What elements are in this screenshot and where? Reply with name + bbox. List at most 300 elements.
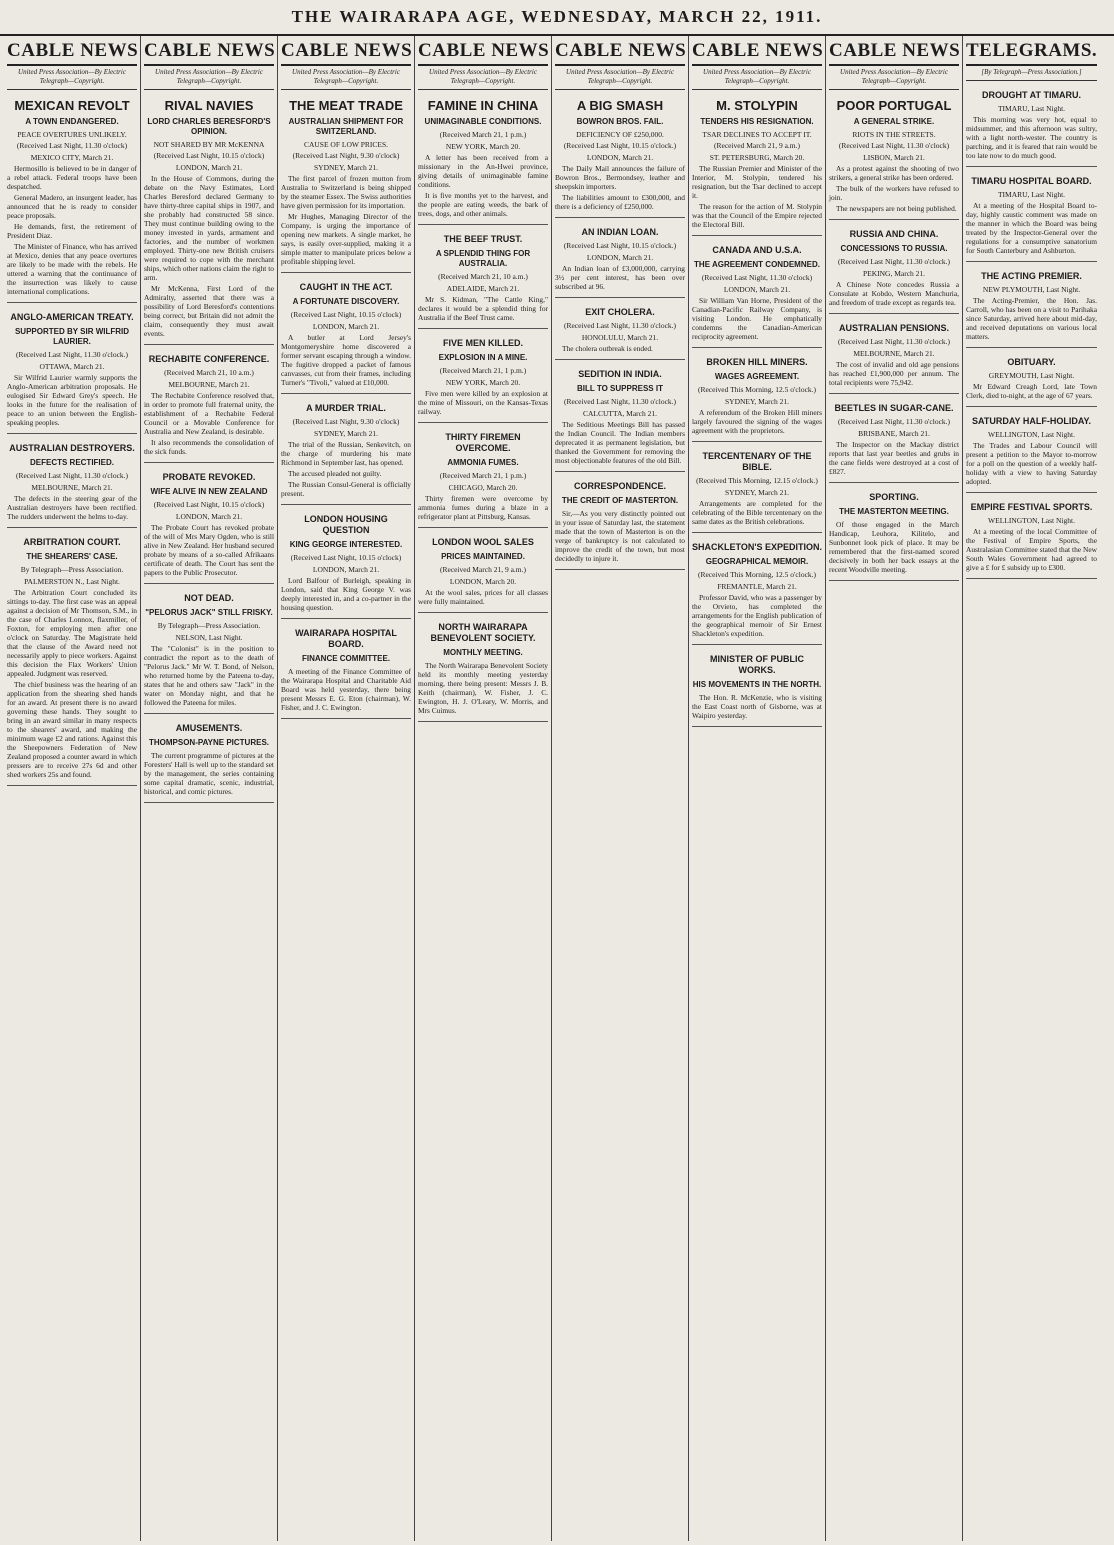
story-body (829, 520, 959, 574)
story-body (966, 382, 1097, 400)
story-body (966, 527, 1097, 572)
story-paragraph: As a protest against the shooting of two strikers, a general strike has been ordered. (829, 164, 959, 182)
story-paragraph: The bulk of the workers have refused to join. (829, 184, 959, 202)
story-received-line: (Received This Morning, 12.5 o'clock.) (697, 385, 817, 394)
story-dateline: LONDON, March 21. (723, 285, 791, 294)
story-body (692, 693, 822, 720)
story-paragraph: At the wool sales, prices for all classes were fully maintained. (418, 588, 548, 606)
story-body (555, 164, 685, 211)
story-dateline: GREYMOUTH, Last Night. (988, 371, 1075, 380)
story-deck: RIOTS IN THE STREETS. (852, 130, 936, 139)
story-received-line: (Received Last Night, 11.30 o'clock) (16, 141, 128, 150)
story-body (555, 420, 685, 465)
story-subheadline: EXPLOSION IN A MINE. (438, 353, 528, 362)
story-paragraph: The accused pleaded not guilty. (288, 469, 382, 478)
story-paragraph: Sir William Van Horne, President of the Canadian-Pacific Railway Company, is visiting London. He emphatically condemns the Canadian-American reciprocity agreement. (692, 296, 822, 341)
story-paragraph: A letter has been received from a missionary in the An-Hwei province, giving details of unimaginable famine conditions. (418, 153, 548, 189)
story-dateline: OTTAWA, March 21. (39, 362, 105, 371)
story-subheadline: A SPLENDID THING FOR AUSTRALIA. (435, 249, 531, 268)
column-banner-subtitle: United Press Association—By Electric Telegraph—Copyright. (829, 66, 959, 90)
story-subheadline: AMMONIA FUMES. (447, 458, 519, 467)
story-body (418, 588, 548, 606)
story-received-line: (Received This Morning, 12.15 o'clock.) (696, 476, 818, 485)
story-headline: PROBATE REVOKED. (162, 472, 256, 482)
story-received-line: (Received Last Night, 11.30 o'clock.) (15, 471, 129, 480)
story-subheadline: A TOWN ENDANGERED. (25, 117, 119, 126)
story-subheadline: THE SHEARERS' CASE. (26, 552, 118, 561)
column-1 (4, 36, 141, 1541)
column-banner-subtitle: United Press Association—By Electric Telegraph—Copyright. (281, 66, 411, 90)
story-headline: LONDON HOUSING QUESTION (304, 514, 388, 535)
story-headline: ANGLO-AMERICAN TREATY. (10, 312, 134, 322)
column-3 (278, 36, 415, 1541)
story-paragraph: Arrangements are completed for the celebrating of the Bible tercentenary on the same dates as the British celebrations. (692, 499, 822, 526)
story-body (829, 440, 959, 476)
story-headline: A MURDER TRIAL. (306, 403, 386, 413)
story-body (281, 440, 411, 498)
story-dateline: NELSON, Last Night. (175, 633, 243, 642)
news-story (144, 90, 274, 345)
news-story (281, 619, 411, 719)
story-dateline: ADELAIDE, March 21. (446, 284, 520, 293)
story-body (7, 494, 137, 521)
story-paragraph: The Daily Mail announces the failure of Bowron Bros., Bermondsey, leather and sheepskin importers. (555, 164, 685, 191)
story-received-line: (Received Last Night, 11.30 o'clock.) (837, 337, 951, 346)
story-received-line: (Received Last Night, 10.15 o'clock) (153, 500, 265, 509)
column-banner: CABLE NEWS (692, 36, 822, 66)
story-headline: SPORTING. (869, 492, 919, 502)
story-received-line: (Received Last Night, 10.15 o'clock) (290, 553, 402, 562)
story-headline: M. STOLYPIN (716, 98, 798, 113)
story-headline: A BIG SMASH (576, 98, 664, 113)
story-headline: TIMARU HOSPITAL BOARD. (971, 176, 1092, 186)
story-headline: POOR PORTUGAL (836, 98, 952, 113)
story-received-line: (Received March 21, 1 p.m.) (439, 130, 527, 139)
story-paragraph: A referendum of the Broken Hill miners largely favoured the signing of the wages agreement with the proprietors. (692, 408, 822, 435)
story-received-line: (Received Last Night, 10.15 o'clock.) (563, 241, 677, 250)
story-headline: AUSTRALIAN DESTROYERS. (9, 443, 135, 453)
story-dateline: LONDON, March 21. (312, 565, 380, 574)
story-headline: BEETLES IN SUGAR-CANE. (834, 403, 954, 413)
story-paragraph: The Hon. R. McKenzie, who is visiting the East Coast north of Gisborne, was at Waipiro yesterday. (692, 693, 822, 720)
story-dateline: LONDON, March 21. (312, 322, 380, 331)
story-headline: THE ACTING PREMIER. (981, 271, 1082, 281)
story-paragraph: The Arbitration Court concluded its sittings to-day. The first case was an appeal against a decision of Mr Thomson, S.M., in the case of Charles Lonnox, flaxmiller, of Foxton, for employing men after one o'clock on Saturday. The Magistrate held that the clause of the Award need not necessarily apply to piece workers. Against this decision the Flax Workers' Union appealed. Judgment was reserved. (7, 588, 137, 678)
masthead (0, 0, 1114, 36)
story-dateline: TIMARU, Last Night. (997, 190, 1066, 199)
column-banner: CABLE NEWS (555, 36, 685, 66)
story-headline: AN INDIAN LOAN. (581, 227, 659, 237)
news-story (418, 329, 548, 423)
story-dateline: LONDON, March 21. (586, 253, 654, 262)
news-story (966, 81, 1097, 167)
story-paragraph: The liabilities amount to £300,000, and there is a deficiency of £250,000. (555, 193, 685, 211)
story-dateline: MELBOURNE, March 21. (31, 483, 113, 492)
story-headline: FAMINE IN CHINA (427, 98, 539, 113)
story-received-line: (Received Last Night, 11.30 o'clock.) (15, 350, 129, 359)
story-paragraph: The newspapers are not being published. (836, 204, 957, 213)
news-story (418, 90, 548, 225)
story-paragraph: Sir Wilfrid Laurier warmly supports the Anglo-American arbitration proposals. He eulogised Sir Edward Grey's speech. He looks in the future for the realisation of peace to an union between the English-speaking peoples. (7, 373, 137, 427)
story-subheadline: A GENERAL STRIKE. (853, 117, 935, 126)
news-story (692, 442, 822, 533)
column-7 (826, 36, 963, 1541)
column-banner: TELEGRAMS. (966, 36, 1097, 66)
story-body (692, 408, 822, 435)
story-dateline: FREMANTLE, March 21. (717, 582, 797, 591)
column-banner-subtitle: United Press Association—By Electric Telegraph—Copyright. (418, 66, 548, 90)
story-paragraph: The Acting-Premier, the Hon. Jas. Carroll, who has been on a visit to Parihaka since Saturday, arrived here about mid-day, and received deputations on various local matters. (966, 296, 1097, 341)
story-received-line: (Received March 21, 9 a.m.) (713, 141, 800, 150)
column-banner: CABLE NEWS (418, 36, 548, 66)
story-body (555, 509, 685, 563)
story-paragraph: The Trades and Labour Council will present a petition to the Mayor to-morrow for a poll on the question of a weekly half-holiday with a view to having Saturday adopted. (966, 441, 1097, 486)
story-deck: NOT SHARED BY MR McKENNA (153, 140, 265, 149)
story-subheadline: KING GEORGE INTERESTED. (289, 540, 403, 549)
story-dateline: ST. PETERSBURG, March 20. (709, 153, 805, 162)
story-body (281, 576, 411, 612)
story-dateline: LONDON, March 21. (175, 163, 243, 172)
story-paragraph: The first parcel of frozen mutton from Australia to Switzerland is being shipped by the steamer Essex. The Swiss authorities have given permission for its importation. (281, 174, 411, 210)
news-story (555, 298, 685, 360)
news-story (966, 167, 1097, 262)
story-subheadline: SUPPORTED BY SIR WILFRID LAURIER. (14, 327, 130, 346)
story-dateline: SYDNEY, March 21. (724, 488, 790, 497)
story-received-line: By Telegraph—Press Association. (157, 621, 261, 630)
story-received-line: (Received March 21, 1 p.m.) (439, 366, 527, 375)
story-subheadline: THE MASTERTON MEETING. (839, 507, 949, 516)
news-story (7, 303, 137, 434)
news-story (7, 434, 137, 528)
column-4 (415, 36, 552, 1541)
story-paragraph: The Russian Consul-General is officially present. (281, 480, 411, 498)
story-paragraph: The North Wairarapa Benevolent Society held its monthly meeting yesterday morning, there being present: Messrs J. B. Keith (chairman), W. Fisher, J. C. Ewington, H. J. O'Leary, W. Morris, and Mrs Cuimus. (418, 661, 548, 715)
masthead-title: THE WAIRARAPA AGE, WEDNESDAY, MARCH 22, 1911. (291, 7, 823, 26)
story-received-line: (Received Last Night, 9.30 o'clock) (292, 151, 400, 160)
story-paragraph: An Indian loan of £3,000,000, carrying 3½ per cent interest, has been over subscribed at 96. (555, 264, 685, 291)
news-story (692, 90, 822, 236)
story-headline: OBITUARY. (1007, 357, 1056, 367)
story-subheadline: GEOGRAPHICAL MEMOIR. (705, 557, 809, 566)
news-story (966, 407, 1097, 493)
news-story (966, 262, 1097, 348)
story-subheadline: PRICES MAINTAINED. (441, 552, 525, 561)
story-headline: THE MEAT TRADE (289, 98, 403, 113)
news-story (555, 90, 685, 218)
story-paragraph: Mr S. Kidman, "The Cattle King," declares it would be a splendid thing for Australia if the Beef Trust came. (418, 295, 548, 322)
story-headline: EMPIRE FESTIVAL SPORTS. (970, 502, 1093, 512)
story-headline: NORTH WAIRARAPA BENEVOLENT SOCIETY. (430, 622, 536, 643)
story-dateline: BRISBANE, March 21. (858, 429, 930, 438)
story-dateline: WELLINGTON, Last Night. (988, 516, 1075, 525)
story-subheadline: AUSTRALIAN SHIPMENT FOR SWITZERLAND. (288, 117, 404, 136)
story-headline: DROUGHT AT TIMARU. (982, 90, 1081, 100)
story-paragraph: A Chinese Note concedes Russia a Consulate at Kobdo, Western Manchuria, and freedom of trade except as regards tea. (829, 280, 959, 307)
story-paragraph: Five men were killed by an explosion at the mine of Missouri, on the Kansas-Texas railway. (418, 389, 548, 416)
story-paragraph: The defects in the steering gear of the Australian destroyers have been rectified. The rudders underwent the helms to-day. (7, 494, 137, 521)
story-subheadline: WIFE ALIVE IN NEW ZEALAND (150, 487, 268, 496)
news-story (555, 472, 685, 570)
story-paragraph: The cholera outbreak is ended. (562, 344, 653, 353)
story-paragraph: In the House of Commons, during the debate on the Navy Estimates, Lord Charles Beresford declared Germany to have thirty-three capital ships in 1907, and she probably had constructed 58 since. They must continue building owing to the money invested in yards, armament and factories, and the number of workmen employed. Thirty-one new British cruisers were required to cope with the merchant ships, which other nations claim the right to arm. (144, 174, 274, 282)
news-story (144, 714, 274, 803)
story-headline: CAUGHT IN THE ACT. (299, 282, 393, 292)
story-dateline: MELBOURNE, March 21. (853, 349, 935, 358)
column-5 (552, 36, 689, 1541)
news-story (281, 394, 411, 505)
story-subheadline: CONCESSIONS TO RUSSIA. (840, 244, 948, 253)
story-received-line: (Received Last Night, 10.15 o'clock) (153, 151, 265, 160)
story-paragraph: This morning was very hot, equal to midsummer, and this afternoon was sultry, with a light north-wester. The country is parching, and it is feared that rain would be too late now to do much good. (966, 115, 1097, 160)
story-paragraph: The Russian Premier and Minister of the Interior, M. Stolypin, tendered his resignation, but the Tsar declined to accept it. (692, 164, 822, 200)
story-headline: FIVE MEN KILLED. (442, 338, 523, 348)
story-paragraph: The trial of the Russian, Senkevitch, on the charge of murdering his mate Richmond in September last, has opened. (281, 440, 411, 467)
column-banner: CABLE NEWS (829, 36, 959, 66)
story-dateline: NEW PLYMOUTH, Last Night. (982, 285, 1081, 294)
story-dateline: SYDNEY, March 21. (313, 163, 379, 172)
story-received-line: (Received Last Night, 11.30 o'clock.) (837, 257, 951, 266)
story-paragraph: A meeting of the Finance Committee of the Wairarapa Hospital and Charitable Aid Board was held yesterday, there being present Messrs E. G. Eton (chairman), W. Fisher, and J. C. Ewington. (281, 667, 411, 712)
story-body (281, 333, 411, 387)
news-story (281, 505, 411, 619)
story-received-line: (Received March 21, 1 p.m.) (439, 471, 527, 480)
story-headline: MEXICAN REVOLT (14, 98, 130, 113)
story-headline: AMUSEMENTS. (175, 723, 243, 733)
news-story (144, 345, 274, 463)
story-paragraph: At a meeting of the Hospital Board to-day, highly caustic comment was made on the manner in which the Board was being treated by the Inspector-General over the regulations for a consumptive sanatorium for South Canterbury and Ashburton. (966, 201, 1097, 255)
news-story (966, 493, 1097, 579)
story-body (144, 174, 274, 338)
story-dateline: TIMARU, Last Night. (997, 104, 1066, 113)
story-body (7, 164, 137, 296)
story-dateline: SYDNEY, March 21. (724, 397, 790, 406)
news-story (829, 90, 959, 220)
story-headline: THIRTY FIREMEN OVERCOME. (445, 432, 521, 453)
story-dateline: MELBOURNE, March 21. (168, 380, 250, 389)
story-body (692, 296, 822, 341)
story-dateline: LONDON, March 20. (449, 577, 517, 586)
story-received-line: (Received Last Night, 10.15 o'clock) (290, 310, 402, 319)
story-body (418, 295, 548, 322)
story-paragraph: The Inspector on the Mackay district reports that last year beetles and grubs in the cane fields were destroyed at a cost of £827. (829, 440, 959, 476)
story-subheadline: FINANCE COMMITTEE. (302, 654, 390, 663)
story-headline: SEDITION IN INDIA. (578, 369, 662, 379)
story-body (281, 667, 411, 712)
news-story (829, 483, 959, 581)
story-dateline: PALMERSTON N., Last Night. (24, 577, 120, 586)
story-deck: PEACE OVERTURES UNLIKELY. (17, 130, 127, 139)
story-deck: DEFICIENCY OF £250,000. (576, 130, 664, 139)
story-body (966, 201, 1097, 255)
story-headline: LONDON WOOL SALES (432, 537, 534, 547)
story-paragraph: The current programme of pictures at the Foresters' Hall is well up to the standard set by the management, the series containing some capital dramatic, scenic, industrial, historical, and comic pictures. (144, 751, 274, 796)
news-story (281, 273, 411, 394)
story-paragraph: The cost of invalid and old age pensions has reached £1,900,000 per annum. The total recipients were 75,942. (829, 360, 959, 387)
column-8 (963, 36, 1100, 1541)
story-body (692, 593, 822, 638)
story-received-line: (Received Last Night, 11.30 o'clock.) (563, 321, 677, 330)
story-paragraph: He demands, first, the retirement of President Diaz. (7, 222, 137, 240)
story-body (829, 164, 959, 213)
news-story (829, 314, 959, 394)
story-headline: RIVAL NAVIES (164, 98, 254, 113)
story-body (966, 296, 1097, 341)
story-headline: SHACKLETON'S EXPEDITION. (692, 542, 822, 552)
story-subheadline: WAGES AGREEMENT. (714, 372, 800, 381)
story-paragraph: The chief business was the hearing of an application from the shearing shed hands for an award. At present there is no award governing these hands. They sought to bring in an award similar in many respects to the shearers' award, and making the minimum wage £2 and rations. Against this the Sheepowners Federation of New Zealand proposed a counter award in which pressers are to receive 27s 6d and other shed workers 25s and found. (7, 680, 137, 779)
story-body (144, 391, 274, 456)
story-dateline: MEXICO CITY, March 21. (30, 153, 114, 162)
news-story (555, 218, 685, 298)
column-2 (141, 36, 278, 1541)
story-headline: RUSSIA AND CHINA. (849, 229, 939, 239)
story-received-line: (Received Last Night, 9.30 o'clock) (292, 417, 400, 426)
story-deck: TSAR DECLINES TO ACCEPT IT. (702, 130, 812, 139)
story-paragraph: A butler at Lord Jersey's Montgomeryshire home discovered a former servant escaping through a window. The fugitive dropped a packet of famous canvasses, cut from their frames, including Turner's "Tivoli," valued at £10,000. (281, 333, 411, 387)
story-subheadline: BOWRON BROS. FAIL. (576, 117, 664, 126)
story-headline: EXIT CHOLERA. (585, 307, 655, 317)
story-dateline: WELLINGTON, Last Night. (988, 430, 1075, 439)
story-received-line: (Received Last Night, 11.30 o'clock) (838, 141, 950, 150)
story-body (555, 264, 685, 291)
story-dateline: NEW YORK, March 20. (445, 142, 521, 151)
story-paragraph: Lord Balfour of Burleigh, speaking in London, said that King George V. was deeply interested in, and a co-partner in the housing question. (281, 576, 411, 612)
news-story (418, 423, 548, 528)
story-dateline: LONDON, March 21. (586, 153, 654, 162)
story-received-line: (Received Last Night, 11.30 o'clock) (701, 273, 813, 282)
story-headline: BROKEN HILL MINERS. (706, 357, 808, 367)
story-headline: THE BEEF TRUST. (443, 234, 523, 244)
story-subheadline: THE AGREEMENT CONDEMNED. (694, 260, 820, 269)
story-body (144, 644, 274, 707)
story-body (281, 174, 411, 266)
story-paragraph: The Minister of Finance, who has arrived at Mexico, denies that any peace overtures are likely to be made with the rebels. He uttered a warning that the continuance of the insurrection was likely to cause international complications. (7, 242, 137, 296)
column-banner-subtitle: United Press Association—By Electric Telegraph—Copyright. (555, 66, 685, 90)
story-subheadline: "PELORUS JACK" STILL FRISKY. (145, 608, 273, 617)
news-story (829, 394, 959, 483)
story-paragraph: Professor David, who was a passenger by the Orvieto, has completed the arrangements for the English publication of the geographical memoir of Sir Ernest Shackleton's expedition. (692, 593, 822, 638)
story-received-line: (Received March 21, 9 a.m.) (439, 565, 526, 574)
story-paragraph: The Rechabite Conference resolved that, in order to promote full fraternal unity, the establishment of a Rechabite Federal Council or a Movable Conference for Australia and New Zealand, is desirable. (144, 391, 274, 436)
news-story (418, 528, 548, 613)
story-paragraph: The Probate Court has revoked probate of the will of Mrs Mary Ogden, who is still alive in New Zealand. Her husband secured probate by means of a so-called Afrikaans certificate of death. The Court has sent the papers to the Public Prosecutor. (144, 523, 274, 577)
story-subheadline: UNIMAGINABLE CONDITIONS. (424, 117, 542, 126)
news-story (144, 463, 274, 584)
story-subheadline: DEFECTS RECTIFIED. (29, 458, 114, 467)
story-paragraph: At a meeting of the local Committee of the Festival of Empire Sports, the Australasian Committee stated that the New South Wales Government had agreed to give a £ for £ subsidy up to £300. (966, 527, 1097, 572)
story-received-line: (Received This Morning, 12.5 o'clock.) (697, 570, 817, 579)
column-banner: CABLE NEWS (144, 36, 274, 66)
column-banner-subtitle: United Press Association—By Electric Telegraph—Copyright. (7, 66, 137, 90)
story-received-line: (Received Last Night, 11.30 o'clock.) (837, 417, 951, 426)
column-6 (689, 36, 826, 1541)
story-deck: CAUSE OF LOW PRICES. (303, 140, 389, 149)
story-body (418, 389, 548, 416)
news-story (7, 90, 137, 303)
story-subheadline: LORD CHARLES BERESFORD'S OPINION. (147, 117, 271, 136)
story-received-line: (Received Last Night, 10.15 o'clock.) (563, 141, 677, 150)
story-dateline: CALCUTTA, March 21. (583, 409, 657, 418)
story-paragraph: It also recommends the consolidation of the sick funds. (144, 438, 274, 456)
news-story (418, 613, 548, 722)
story-headline: SATURDAY HALF-HOLIDAY. (971, 416, 1091, 426)
story-paragraph: General Madero, an insurgent leader, has announced that he is ready to consider peace proposals. (7, 193, 137, 220)
news-story (144, 584, 274, 714)
story-headline: CORRESPONDENCE. (573, 481, 666, 491)
story-body (418, 494, 548, 521)
story-body (144, 751, 274, 796)
story-body (418, 153, 548, 218)
news-story (692, 645, 822, 727)
story-body (144, 523, 274, 577)
news-story (692, 348, 822, 442)
story-subheadline: BILL TO SUPPRESS IT (577, 384, 663, 393)
story-headline: NOT DEAD. (184, 593, 234, 603)
story-headline: WAIRARAPA HOSPITAL BOARD. (295, 628, 397, 649)
story-headline: ARBITRATION COURT. (23, 537, 121, 547)
news-story (966, 348, 1097, 407)
story-subheadline: TENDERS HIS RESIGNATION. (700, 117, 814, 126)
story-body (7, 373, 137, 427)
story-dateline: LONDON, March 21. (175, 512, 243, 521)
story-subheadline: MONTHLY MEETING. (443, 648, 523, 657)
story-subheadline: THOMPSON-PAYNE PICTURES. (148, 738, 269, 747)
story-subheadline: HIS MOVEMENTS IN THE NORTH. (692, 680, 822, 689)
story-dateline: PEKING, March 21. (862, 269, 926, 278)
story-headline: MINISTER OF PUBLIC WORKS. (710, 654, 804, 675)
story-paragraph: The reason for the action of M. Stolypin was that the Council of the Empire rejected the Electoral Bill. (692, 202, 822, 229)
story-dateline: HONOLULU, March 21. (581, 333, 659, 342)
story-paragraph: The Seditious Meetings Bill has passed the Indian Council. The Indian members deprecated it as permanent legislation, but thanked the Government for removing the most objectionable features of the old Bill. (555, 420, 685, 465)
newspaper-page (4, 36, 1110, 1541)
story-body (829, 280, 959, 307)
story-body (692, 164, 822, 229)
story-subheadline: THE CREDIT OF MASTERTON. (561, 496, 679, 505)
story-paragraph: Thirty firemen were overcome by ammonia fumes during a blaze in a refrigerator plant at Pittsburg, Kansas. (418, 494, 548, 521)
story-body (966, 441, 1097, 486)
news-story (692, 533, 822, 645)
story-paragraph: Mr Edward Creagh Lord, late Town Clerk, died to-night, at the age of 67 years. (966, 382, 1097, 400)
news-story (418, 225, 548, 329)
news-story (281, 90, 411, 273)
story-paragraph: The "Colonist" is in the position to contradict the report as to the death of "Pelorus Jack." Mr W. T. Bond, of Nelson, who returned home by the Pateena to-day, states that he and others saw "Jack" in the water on Monday night, and that he followed the Pateena for miles. (144, 644, 274, 707)
story-dateline: LISBON, March 21. (863, 153, 925, 162)
story-headline: TERCENTENARY OF THE BIBLE. (702, 451, 812, 472)
story-dateline: CHICAGO, March 20. (448, 483, 518, 492)
column-banner: CABLE NEWS (7, 36, 137, 66)
news-story (692, 236, 822, 348)
news-story (555, 360, 685, 472)
story-received-line: (Received March 21, 10 a.m.) (438, 272, 528, 281)
story-headline: CANADA AND U.S.A. (712, 245, 802, 255)
news-story (829, 220, 959, 314)
column-banner-subtitle: United Press Association—By Electric Telegraph—Copyright. (692, 66, 822, 90)
story-received-line: (Received Last Night, 11.30 o'clock.) (563, 397, 677, 406)
story-headline: AUSTRALIAN PENSIONS. (838, 323, 949, 333)
story-body (7, 588, 137, 779)
column-banner-subtitle: [By Telegraph—Press Association.] (966, 66, 1097, 81)
story-body (692, 499, 822, 526)
column-banner: CABLE NEWS (281, 36, 411, 66)
story-paragraph: It is five months yet to the harvest, and the people are eating weeds, the bark of trees, dogs, and other animals. (418, 191, 548, 218)
news-story (7, 528, 137, 786)
story-paragraph: Sir,—As you very distinctly pointed out in your issue of Saturday last, the statement made that the town of Masterton is on the verge of bankruptcy is not calculated to improve the credit of the town, but most decidedly to injure it. (555, 509, 685, 563)
column-banner-subtitle: United Press Association—By Electric Telegraph—Copyright. (144, 66, 274, 90)
story-paragraph: Mr McKenna, First Lord of the Admiralty, asserted that there was a possibility of Lord Beresford's contentions being correct, but Britain did not admit the claim, consequently they must await events. (144, 284, 274, 338)
story-paragraph: Mr Hughes, Managing Director of the Company, is urging the importance of opening new markets. A single market, he says, is easily over-supplied, making it a simple matter to manipulate prices below a profitable shipping level. (281, 212, 411, 266)
story-dateline: NEW YORK, March 20. (445, 378, 521, 387)
story-received-line: By Telegraph—Press Association. (20, 565, 124, 574)
